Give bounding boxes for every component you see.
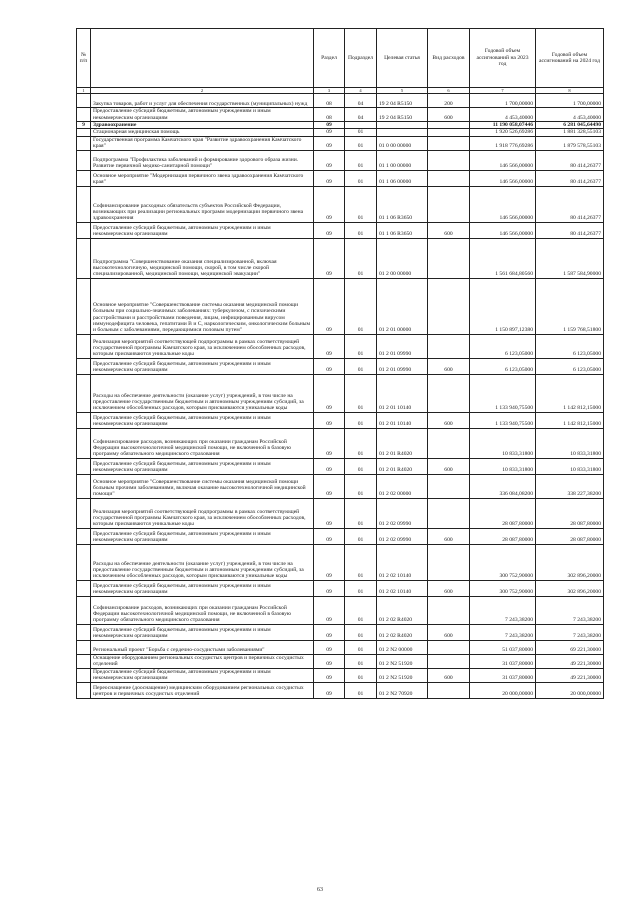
row-subsection: 01 — [345, 474, 377, 498]
row-amount-2024: 10 833,31800 — [536, 458, 604, 474]
row-amount-2023: 146 566,00000 — [470, 222, 536, 238]
row-amount-2024: 80 414,26377 — [536, 170, 604, 186]
row-amount-2023: 31 037,80000 — [470, 654, 536, 668]
row-expense-type: 600 — [428, 668, 470, 682]
row-name: Основное мероприятие "Совершенствование системы оказания медицинской помощи больным прочими заболеваниями, включая оказание высокотехнологичной медицинской помощи" — [91, 474, 314, 498]
row-subsection: 01 — [345, 458, 377, 474]
row-expense-type: 600 — [428, 222, 470, 238]
row-expense-type — [428, 136, 470, 150]
row-number — [77, 654, 91, 668]
table-row — [77, 136, 604, 150]
header-section: Раздел — [314, 29, 345, 88]
row-number — [77, 624, 91, 640]
row-amount-2023: 28 087,80000 — [470, 528, 536, 544]
table-row — [77, 580, 604, 596]
row-target-article: 01 2 N2 51920 — [377, 668, 428, 682]
row-amount-2023: 4 453,40000 — [470, 108, 536, 122]
row-target-article: 01 2 01 09990 — [377, 334, 428, 358]
row-number — [77, 640, 91, 654]
row-number — [77, 238, 91, 278]
row-expense-type: 600 — [428, 624, 470, 640]
row-name: Расходы на обеспечение деятельности (оказание услуг) учреждений, в том числе на предоставление государственным бюджетным и автономным учреждениям субсидий, за исключением обособленных расходов, которым присваиваются уникальные коды — [91, 374, 314, 412]
row-subsection: 01 — [345, 170, 377, 186]
row-name: Предоставление субсидий бюджетным, автономным учреждениям и иным некоммерческим организациям — [91, 580, 314, 596]
table-row — [77, 428, 604, 458]
row-expense-type — [428, 238, 470, 278]
row-number — [77, 498, 91, 528]
row-section: 09 — [314, 458, 345, 474]
row-target-article: 01 2 N2 70920 — [377, 682, 428, 698]
row-subsection: 04 — [345, 94, 377, 108]
row-number — [77, 186, 91, 222]
row-subsection: 01 — [345, 624, 377, 640]
row-subsection: 01 — [345, 334, 377, 358]
page-number: 63 — [317, 887, 323, 893]
table-row — [77, 640, 604, 654]
column-number: 7 — [470, 88, 536, 94]
table-row — [77, 458, 604, 474]
row-amount-2024: 1 879 578,55103 — [536, 136, 604, 150]
row-expense-type: 600 — [428, 458, 470, 474]
row-amount-2024: 49 221,30000 — [536, 654, 604, 668]
header-subsection: Подраздел — [345, 29, 377, 88]
row-expense-type: 200 — [428, 94, 470, 108]
row-name: Основное мероприятие "Модернизация первичного звена здравоохранения Камчатского края" — [91, 170, 314, 186]
row-amount-2024: 7 243,38200 — [536, 624, 604, 640]
row-section: 09 — [314, 129, 345, 136]
row-target-article: 01 1 06 R3650 — [377, 186, 428, 222]
row-amount-2024: 69 221,30000 — [536, 640, 604, 654]
row-number — [77, 94, 91, 108]
row-target-article: 01 2 01 10140 — [377, 412, 428, 428]
row-target-article: 01 2 N2 00000 — [377, 640, 428, 654]
row-expense-type — [428, 474, 470, 498]
table-row — [77, 668, 604, 682]
row-amount-2023: 336 084,08200 — [470, 474, 536, 498]
row-target-article: 01 0 00 00000 — [377, 136, 428, 150]
table-row — [77, 129, 604, 136]
row-target-article: 01 2 01 R4020 — [377, 458, 428, 474]
row-target-article: 01 2 01 10140 — [377, 374, 428, 412]
column-number: 6 — [428, 88, 470, 94]
column-number: 8 — [536, 88, 604, 94]
row-number — [77, 596, 91, 624]
row-subsection: 01 — [345, 498, 377, 528]
row-section: 09 — [314, 596, 345, 624]
row-section: 09 — [314, 186, 345, 222]
row-subsection: 01 — [345, 374, 377, 412]
row-number — [77, 222, 91, 238]
row-section: 09 — [314, 640, 345, 654]
row-expense-type — [428, 186, 470, 222]
table-row — [77, 374, 604, 412]
row-subsection: 01 — [345, 238, 377, 278]
row-amount-2024: 1 881 328,55103 — [536, 129, 604, 136]
row-amount-2024: 28 087,80000 — [536, 528, 604, 544]
row-subsection: 01 — [345, 358, 377, 374]
row-expense-type — [428, 278, 470, 334]
row-expense-type — [428, 596, 470, 624]
row-number — [77, 458, 91, 474]
row-subsection: 01 — [345, 428, 377, 458]
table-row — [77, 474, 604, 498]
row-amount-2023: 10 833,31800 — [470, 458, 536, 474]
row-target-article: 01 2 02 09990 — [377, 498, 428, 528]
row-amount-2023: 300 752,90000 — [470, 544, 536, 580]
header-expense-type: Вид расходов — [428, 29, 470, 88]
row-target-article: 01 2 02 R4020 — [377, 624, 428, 640]
row-name: Расходы на обеспечение деятельности (оказание услуг) учреждений, в том числе на предоставление государственным бюджетным и автономным учреждениям субсидий, за исключением обособленных расходов, которым присваиваются уникальные коды — [91, 544, 314, 580]
row-expense-type — [428, 640, 470, 654]
table-row — [77, 682, 604, 698]
row-expense-type: 600 — [428, 580, 470, 596]
row-amount-2023: 1 561 684,80560 — [470, 238, 536, 278]
row-target-article: 19 2 04 R5150 — [377, 94, 428, 108]
row-number — [77, 129, 91, 136]
row-subsection: 01 — [345, 640, 377, 654]
header-amount-2023: Годовой объем ассигнований на 2023 год — [470, 29, 536, 88]
row-name: Софинансирование расходов, возникающих при оказании гражданам Российской Федерации высокотехнологичной медицинской помощи, не включенной в базовую программу обязательного медицинского страхования — [91, 428, 314, 458]
row-amount-2023: 1 150 897,12380 — [470, 278, 536, 334]
row-number — [77, 278, 91, 334]
row-amount-2023: 51 037,80000 — [470, 640, 536, 654]
header-name — [91, 29, 314, 88]
row-target-article: 01 2 01 R4020 — [377, 428, 428, 458]
row-section: 09 — [314, 278, 345, 334]
row-section: 08 — [314, 94, 345, 108]
column-number: 2 — [91, 88, 314, 94]
row-amount-2024: 338 227,38200 — [536, 474, 604, 498]
row-section: 09 — [314, 474, 345, 498]
table-row — [77, 94, 604, 108]
row-target-article — [377, 129, 428, 136]
row-name: Софинансирование расходных обязательств субъектов Российской Федерации, возникающих при реализации региональных программ модернизации первичного звена здравоохранения — [91, 186, 314, 222]
row-section: 09 — [314, 544, 345, 580]
row-subsection: 01 — [345, 580, 377, 596]
row-number — [77, 580, 91, 596]
row-name: Предоставление субсидий бюджетным, автономным учреждениям и иным некоммерческим организациям — [91, 222, 314, 238]
row-amount-2024: 80 414,26377 — [536, 186, 604, 222]
row-subsection: 01 — [345, 150, 377, 170]
row-amount-2024: 7 243,38200 — [536, 596, 604, 624]
row-amount-2023: 31 037,80000 — [470, 668, 536, 682]
table-row — [77, 170, 604, 186]
row-target-article: 01 2 00 00000 — [377, 238, 428, 278]
row-target-article: 01 2 02 00000 — [377, 474, 428, 498]
row-name: Закупка товаров, работ и услуг для обеспечения государственных (муниципальных) нужд — [91, 94, 314, 108]
row-expense-type — [428, 170, 470, 186]
row-section: 09 — [314, 374, 345, 412]
row-amount-2024: 302 896,20000 — [536, 544, 604, 580]
row-expense-type: 600 — [428, 108, 470, 122]
row-expense-type — [428, 334, 470, 358]
row-subsection: 04 — [345, 108, 377, 122]
row-expense-type — [428, 544, 470, 580]
row-amount-2023: 10 833,31800 — [470, 428, 536, 458]
row-amount-2023: 7 243,38200 — [470, 596, 536, 624]
column-number: 1 — [77, 88, 91, 94]
row-subsection — [345, 122, 377, 129]
row-amount-2024: 6 281 045,64490 — [536, 122, 604, 129]
row-amount-2023: 6 123,05000 — [470, 358, 536, 374]
row-target-article: 01 2 02 R4020 — [377, 596, 428, 624]
row-target-article: 01 2 01 09990 — [377, 358, 428, 374]
row-section: 09 — [314, 136, 345, 150]
row-section: 09 — [314, 668, 345, 682]
row-subsection: 01 — [345, 596, 377, 624]
row-name: Государственная программа Камчатского края "Развитие здравоохранения Камчатского края" — [91, 136, 314, 150]
row-expense-type — [428, 654, 470, 668]
budget-table — [76, 28, 604, 699]
column-number: 5 — [377, 88, 428, 94]
row-amount-2024: 4 453,40000 — [536, 108, 604, 122]
table-row — [77, 358, 604, 374]
row-target-article — [377, 122, 428, 129]
row-name: Реализация мероприятий соответствующей подпрограммы в рамках соответствующей государственной программы Камчатского края, за исключением обособленных расходов, которым присваиваются уникальные коды — [91, 334, 314, 358]
row-amount-2023: 1 133 940,75500 — [470, 374, 536, 412]
row-name: Предоставление субсидий бюджетным, автономным учреждениям и иным некоммерческим организациям — [91, 458, 314, 474]
row-amount-2024: 6 123,05000 — [536, 334, 604, 358]
row-amount-2024: 1 142 812,15000 — [536, 374, 604, 412]
row-number — [77, 428, 91, 458]
row-section: 09 — [314, 654, 345, 668]
row-target-article: 01 2 02 10140 — [377, 580, 428, 596]
row-expense-type: 600 — [428, 358, 470, 374]
row-subsection: 01 — [345, 528, 377, 544]
row-expense-type — [428, 150, 470, 170]
row-subsection: 01 — [345, 278, 377, 334]
row-target-article: 01 2 02 10140 — [377, 544, 428, 580]
table-row — [77, 544, 604, 580]
table-body — [77, 94, 604, 699]
table-row — [77, 108, 604, 122]
row-section: 09 — [314, 528, 345, 544]
row-name: Предоставление субсидий бюджетным, автономным учреждениям и иным некоммерческим организациям — [91, 624, 314, 640]
row-section: 09 — [314, 150, 345, 170]
row-amount-2023: 7 243,38200 — [470, 624, 536, 640]
row-subsection: 01 — [345, 654, 377, 668]
table-row — [77, 624, 604, 640]
column-number: 3 — [314, 88, 345, 94]
row-name: Оснащение оборудованием региональных сосудистых центров и первичных сосудистых отделений — [91, 654, 314, 668]
row-number — [77, 474, 91, 498]
row-subsection: 01 — [345, 186, 377, 222]
row-amount-2023: 146 566,00000 — [470, 186, 536, 222]
row-number — [77, 358, 91, 374]
row-expense-type — [428, 122, 470, 129]
row-number — [77, 668, 91, 682]
row-name: Подпрограмма "Совершенствование оказания специализированной, включая высокотехнологичную, медицинской помощи, скорой, в том числе скорой специализированной, медицинской помощи, медицинской эвакуации" — [91, 238, 314, 278]
row-target-article: 01 1 00 00000 — [377, 150, 428, 170]
table-row — [77, 222, 604, 238]
row-section: 09 — [314, 358, 345, 374]
row-amount-2024: 1 587 584,90000 — [536, 238, 604, 278]
row-expense-type — [428, 498, 470, 528]
row-name: Стационарная медицинская помощь — [91, 129, 314, 136]
row-section: 09 — [314, 682, 345, 698]
row-target-article: 01 1 06 R3650 — [377, 222, 428, 238]
row-name: Предоставление субсидий бюджетным, автономным учреждениям и иным некоммерческим организациям — [91, 358, 314, 374]
header-amount-2024: Годовой объем ассигнований на 2024 год — [536, 29, 604, 88]
row-section: 09 — [314, 222, 345, 238]
row-amount-2023: 1 133 940,75500 — [470, 412, 536, 428]
row-section: 09 — [314, 334, 345, 358]
row-subsection: 01 — [345, 129, 377, 136]
row-amount-2023: 146 566,00000 — [470, 170, 536, 186]
row-target-article: 01 2 02 09990 — [377, 528, 428, 544]
row-amount-2024: 6 123,05000 — [536, 358, 604, 374]
row-name: Софинансирование расходов, возникающих при оказании гражданам Российской Федерации высокотехнологичной медицинской помощи, не включенной в базовую программу обязательного медицинского страхования — [91, 596, 314, 624]
row-name: Здравоохранение — [91, 122, 314, 129]
row-amount-2024: 49 221,30000 — [536, 668, 604, 682]
row-section: 09 — [314, 170, 345, 186]
row-section: 08 — [314, 108, 345, 122]
row-name: Предоставление субсидий бюджетным, автономным учреждениям и иным некоммерческим организациям — [91, 108, 314, 122]
row-amount-2023: 28 087,80000 — [470, 498, 536, 528]
table-row — [77, 238, 604, 278]
row-expense-type: 600 — [428, 528, 470, 544]
row-name: Подпрограмма "Профилактика заболеваний и формирование здорового образа жизни. Развитие первичной медико-санитарной помощи" — [91, 150, 314, 170]
row-number — [77, 334, 91, 358]
row-number — [77, 412, 91, 428]
row-section: 09 — [314, 412, 345, 428]
table-row — [77, 150, 604, 170]
row-target-article: 01 2 N2 51920 — [377, 654, 428, 668]
row-name: Предоставление субсидий бюджетным, автономным учреждениям и иным некоммерческим организациям — [91, 668, 314, 682]
table-row — [77, 334, 604, 358]
table-row — [77, 278, 604, 334]
table-row — [77, 528, 604, 544]
row-number: 9 — [77, 122, 91, 129]
row-section: 09 — [314, 580, 345, 596]
row-section: 09 — [314, 122, 345, 129]
row-amount-2024: 1 700,00000 — [536, 94, 604, 108]
row-subsection: 01 — [345, 544, 377, 580]
row-amount-2024: 28 087,80000 — [536, 498, 604, 528]
row-name: Переоснащение (дооснащение) медицинским оборудованием региональных сосудистых центров и первичных сосудистых отделений — [91, 682, 314, 698]
table-row — [77, 186, 604, 222]
row-number — [77, 528, 91, 544]
row-section: 09 — [314, 238, 345, 278]
row-amount-2024: 20 000,00000 — [536, 682, 604, 698]
row-amount-2023: 11 190 058,07446 — [470, 122, 536, 129]
row-name: Предоставление субсидий бюджетным, автономным учреждениям и иным некоммерческим организациям — [91, 528, 314, 544]
row-number — [77, 544, 91, 580]
table-row — [77, 498, 604, 528]
row-amount-2024: 1 159 768,51800 — [536, 278, 604, 334]
row-section: 09 — [314, 498, 345, 528]
table-header-row — [77, 29, 604, 88]
row-expense-type — [428, 129, 470, 136]
row-amount-2024: 302 896,20000 — [536, 580, 604, 596]
row-amount-2024: 80 414,26377 — [536, 150, 604, 170]
table-row — [77, 412, 604, 428]
row-number — [77, 150, 91, 170]
table-row — [77, 596, 604, 624]
row-target-article: 19 2 04 R5150 — [377, 108, 428, 122]
row-subsection: 01 — [345, 136, 377, 150]
row-amount-2023: 6 123,05000 — [470, 334, 536, 358]
row-expense-type — [428, 374, 470, 412]
row-amount-2023: 1 920 526,69286 — [470, 129, 536, 136]
row-amount-2024: 10 833,31800 — [536, 428, 604, 458]
row-name: Региональный проект "Борьба с сердечно-сосудистыми заболеваниями" — [91, 640, 314, 654]
row-number — [77, 170, 91, 186]
column-number: 4 — [345, 88, 377, 94]
row-number — [77, 136, 91, 150]
header-target-article: Целевая статья — [377, 29, 428, 88]
row-amount-2024: 1 142 812,15000 — [536, 412, 604, 428]
row-subsection: 01 — [345, 682, 377, 698]
table-row — [77, 654, 604, 668]
row-name: Основное мероприятие "Совершенствование системы оказания медицинской помощи больным при социально-значимых заболеваниях: туберкулезом, с психическими расстройствами и расстройствами поведения, лицам, инфицированным вирусом иммунодефицита человека, гепатитами В и С, наркологическим, онкологическим больным и больным с заболеваниями, передающимися половым путем" — [91, 278, 314, 334]
row-target-article: 01 2 01 00000 — [377, 278, 428, 334]
row-amount-2024: 80 414,26377 — [536, 222, 604, 238]
row-target-article: 01 1 06 00000 — [377, 170, 428, 186]
row-number — [77, 108, 91, 122]
row-expense-type — [428, 428, 470, 458]
table-row — [77, 122, 604, 129]
row-amount-2023: 1 918 776,69286 — [470, 136, 536, 150]
row-expense-type: 600 — [428, 412, 470, 428]
row-amount-2023: 1 700,00000 — [470, 94, 536, 108]
row-number — [77, 682, 91, 698]
row-amount-2023: 300 752,90000 — [470, 580, 536, 596]
row-subsection: 01 — [345, 668, 377, 682]
header-no: № п/п — [77, 29, 91, 88]
row-name: Предоставление субсидий бюджетным, автономным учреждениям и иным некоммерческим организациям — [91, 412, 314, 428]
row-subsection: 01 — [345, 222, 377, 238]
row-section: 09 — [314, 428, 345, 458]
row-name: Реализация мероприятий соответствующей подпрограммы в рамках соответствующей государственной программы Камчатского края, за исключением обособленных расходов, которым присваиваются уникальные коды — [91, 498, 314, 528]
row-expense-type — [428, 682, 470, 698]
row-amount-2023: 146 566,00000 — [470, 150, 536, 170]
row-amount-2023: 20 000,00000 — [470, 682, 536, 698]
row-subsection: 01 — [345, 412, 377, 428]
row-number — [77, 374, 91, 412]
row-section: 09 — [314, 624, 345, 640]
